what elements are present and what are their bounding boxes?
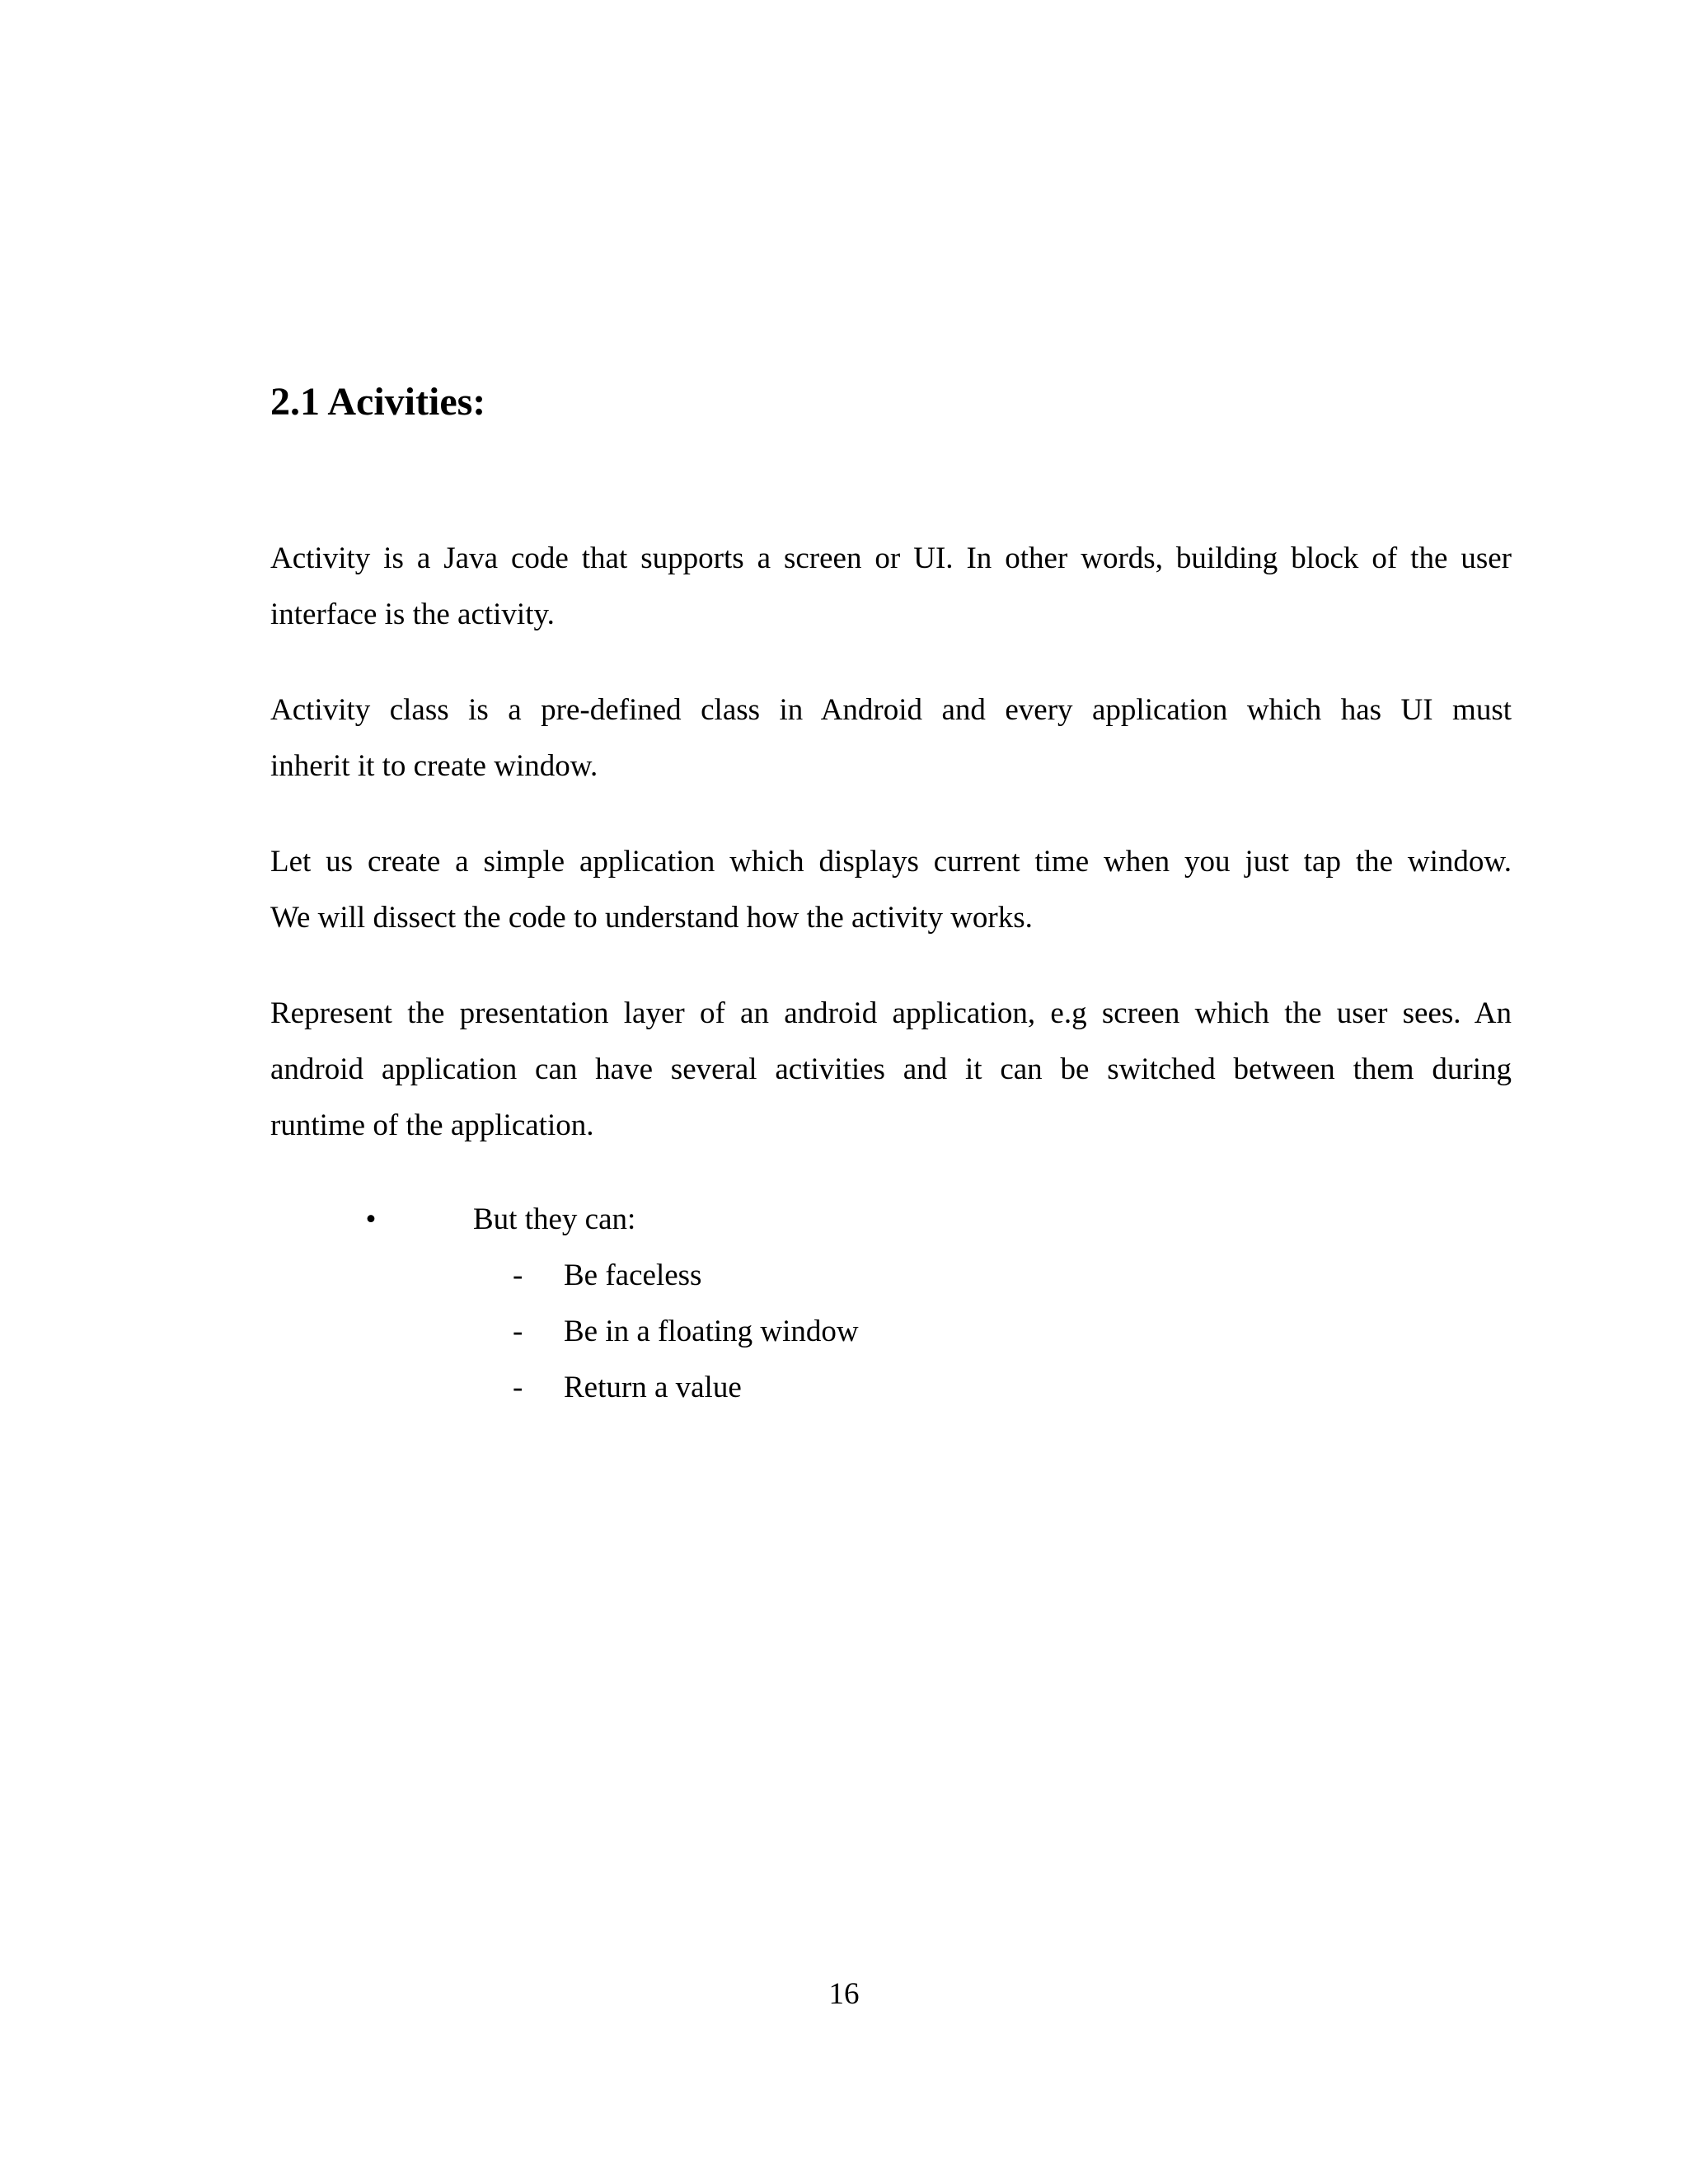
list-item-text: Be faceless — [564, 1258, 702, 1292]
bullet-icon: • — [365, 1202, 377, 1236]
paragraph-activity-class — [270, 682, 1512, 794]
paragraph-line: Activity is a Java code that supports a screen or UI. In other words, building block of the user — [270, 541, 1512, 575]
paragraph-line: Represent the presentation layer of an android application, e.g screen which the user sees. An — [270, 996, 1512, 1030]
paragraph-line: interface is the activity. — [270, 598, 555, 631]
paragraph-line: runtime of the application. — [270, 1108, 594, 1142]
dash-marker: - — [513, 1371, 523, 1404]
list-item-text: Be in a floating window — [564, 1315, 859, 1348]
dash-marker: - — [513, 1258, 523, 1292]
paragraph-line: We will dissect the code to understand how the activity works. — [270, 901, 1033, 935]
paragraph-simple-application — [270, 834, 1512, 946]
bullet-text: But they can: — [473, 1202, 636, 1236]
paragraph-activity-definition — [270, 531, 1512, 643]
paragraph-line: Activity class is a pre-defined class in Android and every application which has UI must — [270, 693, 1512, 727]
paragraph-line: Let us create a simple application which displays current time when you just tap the window. — [270, 845, 1512, 879]
paragraph-line: inherit it to create window. — [270, 749, 598, 783]
paragraph-line: android application can have several activities and it can be switched between them during — [270, 1052, 1512, 1086]
page-number: 16 — [828, 1977, 860, 2011]
section-heading: 2.1 Acivities: — [270, 380, 486, 424]
dash-marker: - — [513, 1315, 523, 1348]
paragraph-presentation-layer — [270, 986, 1512, 1154]
list-item-text: Return a value — [564, 1371, 742, 1404]
